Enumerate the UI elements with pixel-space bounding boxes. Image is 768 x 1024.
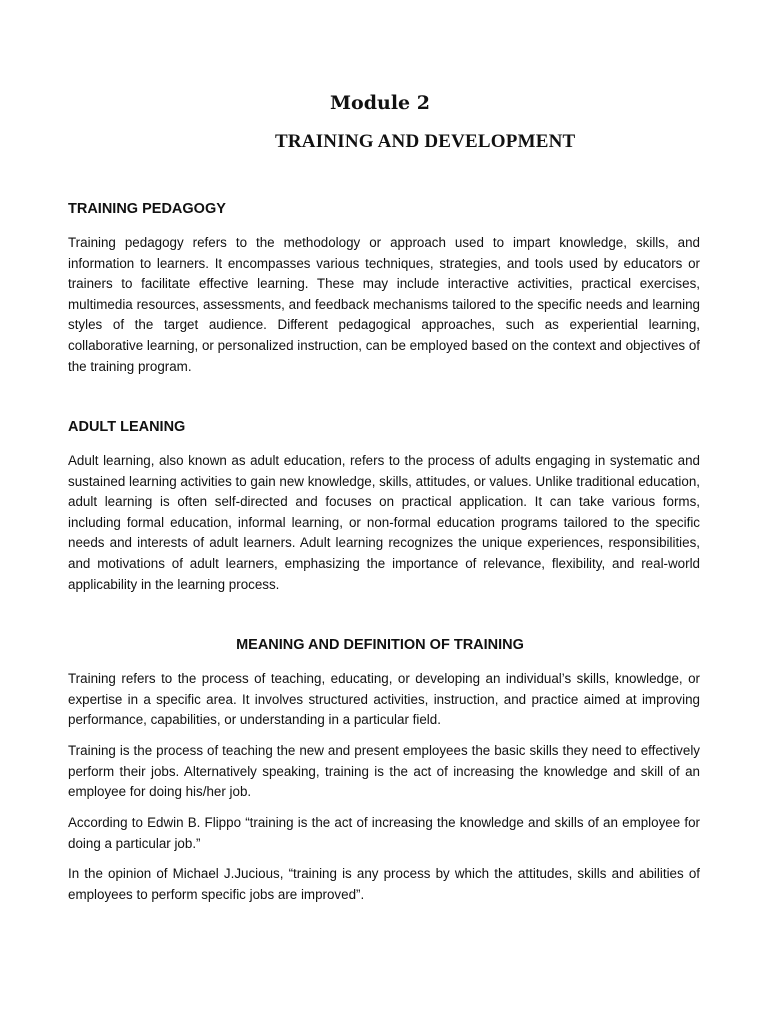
section-heading-adult-learning: ADULT LEANING xyxy=(68,419,186,435)
section-heading-training-pedagogy: TRAINING PEDAGOGY xyxy=(68,201,226,217)
paragraph-adult-learning: Adult learning, also known as adult education, refers to the process of adults engaging in systematic and sustained learning activities to gain new knowledge, skills, attitudes, or values. Unlike traditional education, adult learning is often self-directed and focuses on practical application. It can take various forms, including formal education, informal learning, or non-formal education programs tailored to the specific needs and interests of adult learners. Adult learning recognizes the unique experiences, responsibilities, and motivations of adult learners, emphasizing the importance of relevance, flexibility, and real-world applicability in the learning process. xyxy=(68,453,700,592)
paragraph-flippo-definition: According to Edwin B. Flippo “training is the act of increasing the knowledge and skills of an employee for doing a particular job.” xyxy=(68,815,700,851)
paragraph-jucious-definition: In the opinion of Michael J.Jucious, “training is any process by which the attitudes, skills and abilities of employees to perform specific jobs are improved”. xyxy=(68,866,700,902)
document-title: TRAINING AND DEVELOPMENT xyxy=(275,131,576,152)
paragraph-training-meaning: Training refers to the process of teaching, educating, or developing an individual’s skills, knowledge, or expertise in a specific area. It involves structured activities, instruction, and practice aimed at improving performance, capabilities, or understanding in a particular field. xyxy=(68,671,700,728)
module-number: Module 2 xyxy=(330,92,430,114)
paragraph-training-pedagogy: Training pedagogy refers to the methodology or approach used to impart knowledge, skills, and information to learners. It encompasses various techniques, strategies, and tools used by educators or trainers to facilitate effective learning. These may include interactive activities, practical exercises, multimedia resources, assessments, and feedback mechanisms tailored to the specific needs and learning styles of the target audience. Different pedagogical approaches, such as experiential learning, collaborative learning, or personalized instruction, can be employed based on the context and objectives of the training program. xyxy=(68,235,700,374)
section-heading-meaning-definition: MEANING AND DEFINITION OF TRAINING xyxy=(236,637,524,653)
paragraph-training-process: Training is the process of teaching the new and present employees the basic skills they need to effectively perform their jobs. Alternatively speaking, training is the act of increasing the knowledge and skill of an employee for doing his/her job. xyxy=(68,743,700,800)
